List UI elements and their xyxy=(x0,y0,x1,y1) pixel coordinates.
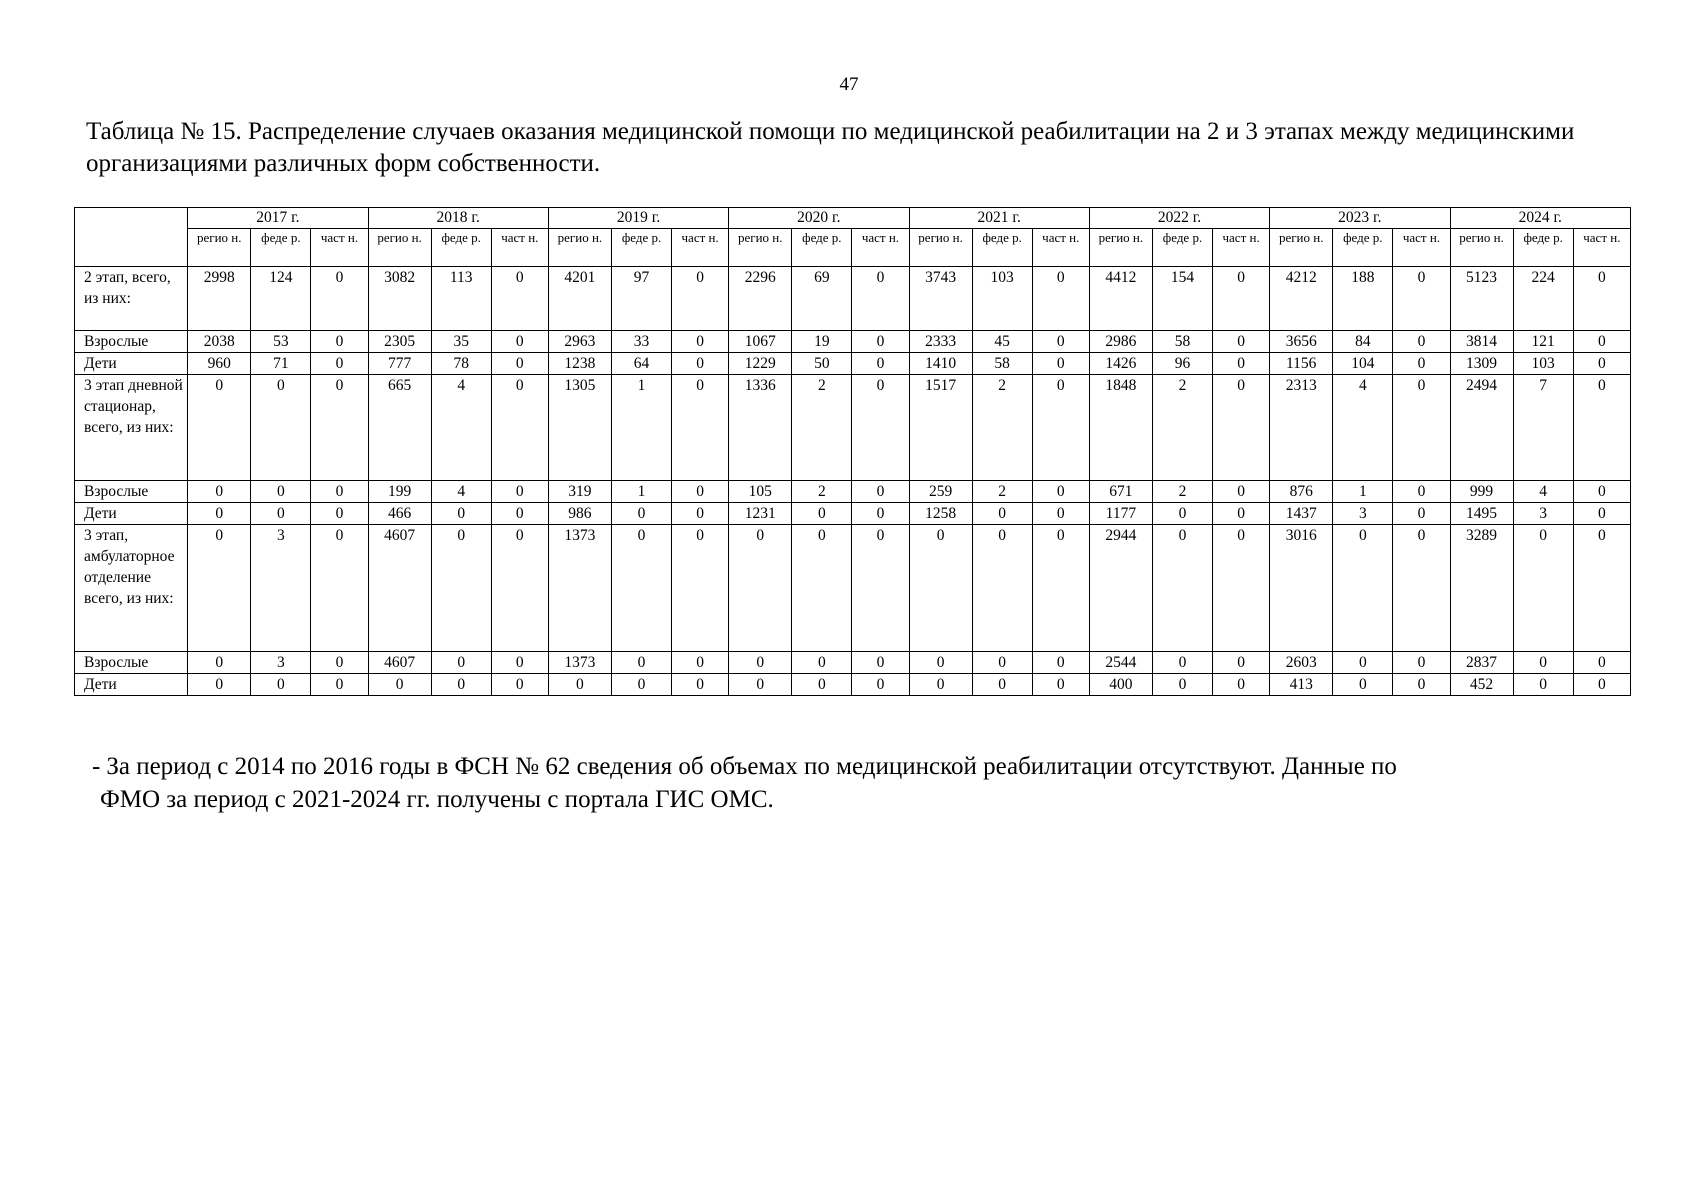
table-cell: 0 xyxy=(1393,503,1450,525)
table-cell: 0 xyxy=(431,503,491,525)
table-cell: 1258 xyxy=(909,503,972,525)
table-cell: 3 xyxy=(251,652,311,674)
table-cell: 0 xyxy=(1213,652,1270,674)
table-cell: 0 xyxy=(852,503,909,525)
footnote-dash: - xyxy=(92,753,101,780)
table-cell: 224 xyxy=(1513,267,1573,331)
footnote-line-2: ФМО за период с 2021-2024 гг. получены с портала ГИС ОМС. xyxy=(100,786,774,813)
table-cell: 0 xyxy=(491,481,548,503)
year-header: 2022 г. xyxy=(1089,208,1269,229)
table-cell: 0 xyxy=(792,652,852,674)
table-cell: 0 xyxy=(672,481,729,503)
row-label: Взрослые xyxy=(75,481,188,503)
table-cell: 0 xyxy=(491,674,548,696)
table-cell: 124 xyxy=(251,267,311,331)
table-cell: 4607 xyxy=(368,525,431,652)
table-cell: 0 xyxy=(431,674,491,696)
table-cell: 0 xyxy=(1032,375,1089,481)
table-cell: 986 xyxy=(548,503,611,525)
table-cell: 1177 xyxy=(1089,503,1152,525)
table-row xyxy=(75,674,1631,696)
table-cell: 999 xyxy=(1450,481,1513,503)
table-cell: 0 xyxy=(672,503,729,525)
table-cell: 199 xyxy=(368,481,431,503)
table-cell: 35 xyxy=(431,331,491,353)
table-cell: 0 xyxy=(1393,481,1450,503)
table-cell: 2296 xyxy=(729,267,792,331)
table-cell: 2305 xyxy=(368,331,431,353)
table-cell: 3289 xyxy=(1450,525,1513,652)
year-header: 2024 г. xyxy=(1450,208,1631,229)
table-cell: 0 xyxy=(188,481,251,503)
ownership-header: регио н. xyxy=(1270,229,1333,267)
table-cell: 2 xyxy=(1152,375,1212,481)
row-label: Дети xyxy=(75,674,188,696)
table-cell: 3 xyxy=(1333,503,1393,525)
table-cell: 0 xyxy=(251,481,311,503)
table-cell: 1229 xyxy=(729,353,792,375)
row-label: Дети xyxy=(75,503,188,525)
table-row xyxy=(75,375,1631,481)
table-cell: 3 xyxy=(251,525,311,652)
table-cell: 0 xyxy=(672,525,729,652)
table-cell: 2837 xyxy=(1450,652,1513,674)
table-cell: 0 xyxy=(909,652,972,674)
table-row xyxy=(75,353,1631,375)
ownership-header: феде р. xyxy=(611,229,671,267)
year-header-row xyxy=(75,208,1631,229)
table-cell: 71 xyxy=(251,353,311,375)
table-row xyxy=(75,481,1631,503)
table-cell: 0 xyxy=(1152,652,1212,674)
table-cell: 1 xyxy=(611,481,671,503)
table-cell: 2038 xyxy=(188,331,251,353)
table-cell: 3016 xyxy=(1270,525,1333,652)
ownership-header: част н. xyxy=(491,229,548,267)
year-header: 2021 г. xyxy=(909,208,1089,229)
ownership-header: регио н. xyxy=(548,229,611,267)
table-cell: 0 xyxy=(792,503,852,525)
table-cell: 0 xyxy=(1032,674,1089,696)
table-cell: 0 xyxy=(852,353,909,375)
table-cell: 0 xyxy=(431,525,491,652)
table-cell: 0 xyxy=(491,267,548,331)
footnote-line-1: За период с 2014 по 2016 годы в ФСН № 62 сведения об объемах по медицинской реабилитации отсутствуют. Данные по xyxy=(106,753,1397,780)
table-cell: 1426 xyxy=(1089,353,1152,375)
table-cell: 0 xyxy=(1032,331,1089,353)
ownership-header: част н. xyxy=(1213,229,1270,267)
ownership-header: регио н. xyxy=(188,229,251,267)
table-row xyxy=(75,652,1631,674)
year-header: 2019 г. xyxy=(548,208,728,229)
table-cell: 0 xyxy=(729,652,792,674)
table-cell: 2944 xyxy=(1089,525,1152,652)
table-cell: 0 xyxy=(852,375,909,481)
table-cell: 1156 xyxy=(1270,353,1333,375)
table-cell: 105 xyxy=(729,481,792,503)
table-cell: 0 xyxy=(1573,267,1630,331)
table-cell: 0 xyxy=(188,674,251,696)
table-row xyxy=(75,525,1631,652)
table-cell: 400 xyxy=(1089,674,1152,696)
table-cell: 0 xyxy=(1213,674,1270,696)
table-cell: 1517 xyxy=(909,375,972,481)
table-row xyxy=(75,267,1631,331)
table-cell: 0 xyxy=(1152,525,1212,652)
table-cell: 0 xyxy=(1393,674,1450,696)
table-cell: 0 xyxy=(672,267,729,331)
table-cell: 0 xyxy=(311,525,368,652)
table-cell: 0 xyxy=(311,674,368,696)
table-cell: 0 xyxy=(1513,652,1573,674)
table-cell: 0 xyxy=(1213,481,1270,503)
table-cell: 103 xyxy=(1513,353,1573,375)
table-cell: 0 xyxy=(311,481,368,503)
table-cell: 84 xyxy=(1333,331,1393,353)
table-cell: 2 xyxy=(1152,481,1212,503)
table-cell: 97 xyxy=(611,267,671,331)
table-cell: 0 xyxy=(1573,353,1630,375)
table-cell: 0 xyxy=(1213,267,1270,331)
table-cell: 0 xyxy=(1213,525,1270,652)
table-cell: 0 xyxy=(1573,331,1630,353)
table-cell: 0 xyxy=(1152,503,1212,525)
table-cell: 3656 xyxy=(1270,331,1333,353)
table-cell: 1238 xyxy=(548,353,611,375)
table-cell: 2494 xyxy=(1450,375,1513,481)
table-cell: 0 xyxy=(1032,503,1089,525)
table-cell: 0 xyxy=(611,652,671,674)
table-cell: 2333 xyxy=(909,331,972,353)
table-cell: 0 xyxy=(852,652,909,674)
table-cell: 0 xyxy=(729,674,792,696)
table-cell: 0 xyxy=(1393,331,1450,353)
table-cell: 0 xyxy=(1213,375,1270,481)
table-cell: 0 xyxy=(1032,353,1089,375)
row-label: 2 этап, всего, из них: xyxy=(75,267,188,331)
table-cell: 0 xyxy=(972,503,1032,525)
table-cell: 671 xyxy=(1089,481,1152,503)
table-cell: 33 xyxy=(611,331,671,353)
table-cell: 0 xyxy=(251,503,311,525)
table-cell: 1 xyxy=(611,375,671,481)
table-cell: 413 xyxy=(1270,674,1333,696)
table-cell: 0 xyxy=(1573,652,1630,674)
table-cell: 0 xyxy=(852,481,909,503)
table-cell: 0 xyxy=(1032,267,1089,331)
ownership-header: регио н. xyxy=(909,229,972,267)
ownership-header: част н. xyxy=(1393,229,1450,267)
row-label: Взрослые xyxy=(75,331,188,353)
table-cell: 0 xyxy=(251,674,311,696)
corner-cell xyxy=(75,208,188,267)
table-cell: 0 xyxy=(672,652,729,674)
table-cell: 0 xyxy=(1393,353,1450,375)
table-cell: 0 xyxy=(1573,375,1630,481)
table-cell: 0 xyxy=(1213,353,1270,375)
table-cell: 188 xyxy=(1333,267,1393,331)
year-header: 2023 г. xyxy=(1270,208,1450,229)
table-cell: 4201 xyxy=(548,267,611,331)
ownership-header: регио н. xyxy=(1089,229,1152,267)
table-cell: 0 xyxy=(188,503,251,525)
table-cell: 0 xyxy=(188,652,251,674)
table-cell: 1 xyxy=(1333,481,1393,503)
table-cell: 4412 xyxy=(1089,267,1152,331)
table-cell: 0 xyxy=(611,674,671,696)
table-cell: 0 xyxy=(311,331,368,353)
table-cell: 4607 xyxy=(368,652,431,674)
table-cell: 0 xyxy=(491,652,548,674)
footnote xyxy=(92,750,1632,816)
table-cell: 452 xyxy=(1450,674,1513,696)
table-cell: 4 xyxy=(431,375,491,481)
table-cell: 0 xyxy=(311,353,368,375)
ownership-header: феде р. xyxy=(1333,229,1393,267)
table-cell: 0 xyxy=(311,503,368,525)
table-cell: 2998 xyxy=(188,267,251,331)
table-cell: 2544 xyxy=(1089,652,1152,674)
table-cell: 0 xyxy=(491,503,548,525)
table-row xyxy=(75,331,1631,353)
table-cell: 876 xyxy=(1270,481,1333,503)
table-cell: 0 xyxy=(311,267,368,331)
table-cell: 0 xyxy=(852,525,909,652)
year-header: 2017 г. xyxy=(188,208,368,229)
table-cell: 1309 xyxy=(1450,353,1513,375)
table-cell: 0 xyxy=(1213,503,1270,525)
table-cell: 0 xyxy=(1032,481,1089,503)
table-cell: 0 xyxy=(1573,525,1630,652)
ownership-header: част н. xyxy=(1032,229,1089,267)
ownership-header: феде р. xyxy=(1513,229,1573,267)
table-cell: 0 xyxy=(368,674,431,696)
table-cell: 45 xyxy=(972,331,1032,353)
table-cell: 0 xyxy=(972,652,1032,674)
table-row xyxy=(75,503,1631,525)
table-cell: 0 xyxy=(1393,267,1450,331)
table-cell: 121 xyxy=(1513,331,1573,353)
page-number: 47 xyxy=(839,74,859,95)
table-cell: 0 xyxy=(852,267,909,331)
ownership-header: феде р. xyxy=(431,229,491,267)
row-label: 3 этап дневной стационар, всего, из них: xyxy=(75,375,188,481)
year-header: 2020 г. xyxy=(729,208,909,229)
table-cell: 466 xyxy=(368,503,431,525)
table-cell: 3743 xyxy=(909,267,972,331)
table-cell: 0 xyxy=(311,652,368,674)
table-cell: 0 xyxy=(188,375,251,481)
table-cell: 0 xyxy=(1513,525,1573,652)
table-cell: 113 xyxy=(431,267,491,331)
table-cell: 0 xyxy=(1393,652,1450,674)
table-cell: 0 xyxy=(972,674,1032,696)
table-cell: 0 xyxy=(1333,652,1393,674)
table-cell: 4212 xyxy=(1270,267,1333,331)
table-cell: 0 xyxy=(1333,674,1393,696)
table-cell: 1373 xyxy=(548,652,611,674)
table-cell: 0 xyxy=(1513,674,1573,696)
table-cell: 69 xyxy=(792,267,852,331)
table-cell: 0 xyxy=(188,525,251,652)
table-cell: 0 xyxy=(431,652,491,674)
table-cell: 3814 xyxy=(1450,331,1513,353)
table-cell: 2986 xyxy=(1089,331,1152,353)
table-cell: 0 xyxy=(729,525,792,652)
table-cell: 4 xyxy=(1513,481,1573,503)
table-cell: 0 xyxy=(1333,525,1393,652)
ownership-header: регио н. xyxy=(368,229,431,267)
table-cell: 0 xyxy=(1573,503,1630,525)
ownership-header: регио н. xyxy=(729,229,792,267)
table-cell: 0 xyxy=(491,525,548,652)
ownership-header: регио н. xyxy=(1450,229,1513,267)
table-cell: 1231 xyxy=(729,503,792,525)
table-cell: 319 xyxy=(548,481,611,503)
table-cell: 0 xyxy=(251,375,311,481)
table-cell: 0 xyxy=(1032,525,1089,652)
table-cell: 777 xyxy=(368,353,431,375)
ownership-header: част н. xyxy=(311,229,368,267)
table-cell: 2603 xyxy=(1270,652,1333,674)
table-cell: 0 xyxy=(672,375,729,481)
table-cell: 0 xyxy=(1393,525,1450,652)
table-cell: 960 xyxy=(188,353,251,375)
table-cell: 58 xyxy=(1152,331,1212,353)
ownership-header: феде р. xyxy=(1152,229,1212,267)
table-cell: 1336 xyxy=(729,375,792,481)
table-cell: 104 xyxy=(1333,353,1393,375)
table-cell: 0 xyxy=(672,674,729,696)
table-cell: 2 xyxy=(792,481,852,503)
table-cell: 103 xyxy=(972,267,1032,331)
table-cell: 0 xyxy=(909,525,972,652)
row-label: Взрослые xyxy=(75,652,188,674)
table-cell: 0 xyxy=(672,353,729,375)
table-cell: 2 xyxy=(972,375,1032,481)
table-cell: 1373 xyxy=(548,525,611,652)
table-cell: 2 xyxy=(792,375,852,481)
ownership-header-row xyxy=(75,229,1631,267)
table-cell: 0 xyxy=(972,525,1032,652)
ownership-header: феде р. xyxy=(792,229,852,267)
table-cell: 2313 xyxy=(1270,375,1333,481)
table-cell: 0 xyxy=(1213,331,1270,353)
table-cell: 0 xyxy=(852,674,909,696)
table-cell: 5123 xyxy=(1450,267,1513,331)
ownership-header: част н. xyxy=(1573,229,1630,267)
table-cell: 4 xyxy=(431,481,491,503)
table-cell: 0 xyxy=(1152,674,1212,696)
table-cell: 4 xyxy=(1333,375,1393,481)
table-cell: 0 xyxy=(611,503,671,525)
table-cell: 0 xyxy=(1573,674,1630,696)
table-cell: 0 xyxy=(491,353,548,375)
table-cell: 1848 xyxy=(1089,375,1152,481)
table-caption: Таблица № 15. Распределение случаев оказания медицинской помощи по медицинской реабилитации на 2 и 3 этапах между медицинскими организациями различных форм собственности. xyxy=(86,118,1575,177)
table-cell: 2 xyxy=(972,481,1032,503)
ownership-header: феде р. xyxy=(251,229,311,267)
table-cell: 0 xyxy=(611,525,671,652)
rehabilitation-table xyxy=(74,207,1631,696)
table-cell: 78 xyxy=(431,353,491,375)
table-cell: 1495 xyxy=(1450,503,1513,525)
table-cell: 0 xyxy=(792,525,852,652)
table-cell: 58 xyxy=(972,353,1032,375)
ownership-header: феде р. xyxy=(972,229,1032,267)
table-cell: 3 xyxy=(1513,503,1573,525)
table-cell: 1410 xyxy=(909,353,972,375)
table-cell: 1437 xyxy=(1270,503,1333,525)
table-cell: 19 xyxy=(792,331,852,353)
table-cell: 0 xyxy=(1032,652,1089,674)
ownership-header: част н. xyxy=(672,229,729,267)
table-cell: 53 xyxy=(251,331,311,353)
table-cell: 0 xyxy=(909,674,972,696)
table-cell: 0 xyxy=(672,331,729,353)
table-cell: 1067 xyxy=(729,331,792,353)
table-cell: 1305 xyxy=(548,375,611,481)
table-cell: 0 xyxy=(548,674,611,696)
table-cell: 0 xyxy=(491,331,548,353)
table-cell: 259 xyxy=(909,481,972,503)
table-cell: 0 xyxy=(311,375,368,481)
table-cell: 50 xyxy=(792,353,852,375)
row-label: 3 этап, амбулаторное отделение всего, из них: xyxy=(75,525,188,652)
table-cell: 0 xyxy=(1393,375,1450,481)
table-cell: 3082 xyxy=(368,267,431,331)
table-cell: 0 xyxy=(792,674,852,696)
table-cell: 2963 xyxy=(548,331,611,353)
table-cell: 7 xyxy=(1513,375,1573,481)
table-cell: 96 xyxy=(1152,353,1212,375)
table-cell: 665 xyxy=(368,375,431,481)
table-cell: 64 xyxy=(611,353,671,375)
table-cell: 154 xyxy=(1152,267,1212,331)
row-label: Дети xyxy=(75,353,188,375)
year-header: 2018 г. xyxy=(368,208,548,229)
table-cell: 0 xyxy=(491,375,548,481)
table-cell: 0 xyxy=(852,331,909,353)
ownership-header: част н. xyxy=(852,229,909,267)
table-cell: 0 xyxy=(1573,481,1630,503)
